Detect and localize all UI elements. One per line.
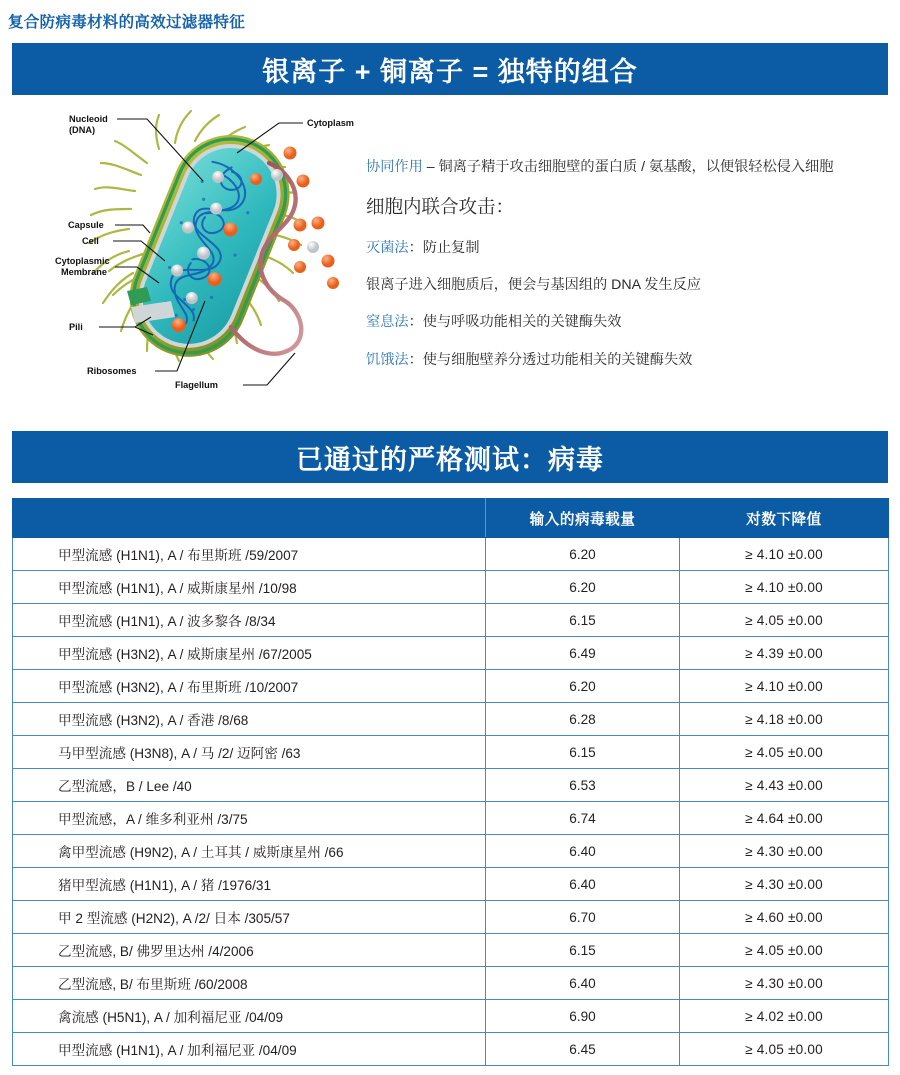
column-header-virus-name [13, 499, 486, 538]
mechanism-description [366, 158, 886, 388]
table-header [13, 499, 889, 538]
figure-label-cytoplasmic: Cytoplasmic [55, 256, 110, 266]
figure-label-cytoplasm: Cytoplasm [307, 118, 354, 128]
cell-log-reduction: ≥ 4.10 ±0.00 [680, 538, 889, 571]
table-row [13, 868, 889, 901]
synergy-label: 协同作用 [366, 159, 423, 175]
synergy-line [366, 158, 886, 177]
figure-label-nucleoid-sub: (DNA) [69, 125, 96, 135]
cell-virus-name: 乙型流感，B / Lee /40 [13, 769, 486, 802]
cell-virus-name: 甲型流感 (H3N2), A / 香港 /8/68 [13, 703, 486, 736]
cell-virus-name: 乙型流感, B/ 布里斯班 /60/2008 [13, 967, 486, 1000]
cell-log-reduction: ≥ 4.30 ±0.00 [680, 868, 889, 901]
mechanism-4-body: ：使与细胞壁养分透过功能相关的关键酶失效 [408, 351, 693, 368]
table-row [13, 736, 889, 769]
cell-log-reduction: ≥ 4.18 ±0.00 [680, 703, 889, 736]
table-row [13, 703, 889, 736]
figure-label-pili: Pili [69, 322, 83, 332]
table-row [13, 934, 889, 967]
table-row [13, 1000, 889, 1033]
cell-input-load: 6.15 [486, 604, 680, 637]
table-row [13, 901, 889, 934]
cell-input-load: 6.40 [486, 835, 680, 868]
cell-input-load: 6.53 [486, 769, 680, 802]
mechanism-item-4 [366, 351, 886, 370]
table-row [13, 604, 889, 637]
cell-log-reduction: ≥ 4.43 ±0.00 [680, 769, 889, 802]
table-header-row [13, 499, 889, 538]
bacterium-diagram [55, 105, 365, 395]
cell-virus-name: 甲 2 型流感 (H2N2), A /2/ 日本 /305/57 [13, 901, 486, 934]
figure-label-membrane: Membrane [61, 267, 107, 277]
cell-input-load: 6.15 [486, 736, 680, 769]
mechanism-item-1 [366, 239, 886, 258]
table-row [13, 769, 889, 802]
cell-input-load: 6.74 [486, 802, 680, 835]
section-banner-virus-tests [12, 431, 888, 483]
hero-section [0, 103, 900, 413]
mechanism-item-2: 银离子进入细胞质后，便会与基因组的 DNA 发生反应 [366, 277, 701, 294]
mechanism-1-body: ：防止复制 [408, 240, 480, 257]
page-title: 复合防病毒材料的高效过滤器特征 [8, 14, 246, 31]
cell-virus-name: 甲型流感 (H3N2), A / 威斯康星州 /67/2005 [13, 637, 486, 670]
figure-label-nucleoid: Nucleoid [69, 114, 108, 124]
section-banner-silver-copper [12, 43, 888, 95]
cell-log-reduction: ≥ 4.05 ±0.00 [680, 604, 889, 637]
cell-input-load: 6.20 [486, 571, 680, 604]
table-body [13, 538, 889, 1066]
mechanism-1-label: 灭菌法 [366, 240, 409, 257]
virus-results-table [12, 498, 889, 1066]
cell-virus-name: 乙型流感, B/ 佛罗里达州 /4/2006 [13, 934, 486, 967]
table-row [13, 967, 889, 1000]
cell-input-load: 6.90 [486, 1000, 680, 1033]
cell-virus-name: 甲型流感 (H1N1), A / 布里斯班 /59/2007 [13, 538, 486, 571]
cell-virus-name: 猪甲型流感 (H1N1), A / 猪 /1976/31 [13, 868, 486, 901]
cell-log-reduction: ≥ 4.39 ±0.00 [680, 637, 889, 670]
column-header-log-reduction: 对数下降值 [680, 499, 889, 538]
table-row [13, 835, 889, 868]
cell-log-reduction: ≥ 4.10 ±0.00 [680, 670, 889, 703]
cell-input-load: 6.20 [486, 670, 680, 703]
figure-label-flagellum: Flagellum [175, 380, 218, 390]
cell-log-reduction: ≥ 4.02 ±0.00 [680, 1000, 889, 1033]
table-row [13, 637, 889, 670]
table-row [13, 538, 889, 571]
cell-input-load: 6.49 [486, 637, 680, 670]
cell-virus-name: 甲型流感，A / 维多利亚州 /3/75 [13, 802, 486, 835]
mechanism-4-label: 饥饿法 [366, 351, 409, 368]
cell-input-load: 6.40 [486, 868, 680, 901]
cell-virus-name: 甲型流感 (H1N1), A / 波多黎各 /8/34 [13, 604, 486, 637]
cell-log-reduction: ≥ 4.60 ±0.00 [680, 901, 889, 934]
mechanism-3-body: ：使与呼吸功能相关的关键酶失效 [408, 314, 622, 331]
cell-log-reduction: ≥ 4.05 ±0.00 [680, 736, 889, 769]
cell-virus-name: 甲型流感 (H1N1), A / 威斯康星州 /10/98 [13, 571, 486, 604]
column-header-input-load: 输入的病毒载量 [486, 499, 680, 538]
cell-input-load: 6.70 [486, 901, 680, 934]
cell-input-load: 6.45 [486, 1033, 680, 1066]
table-row [13, 670, 889, 703]
figure-label-capsule: Capsule [68, 220, 104, 230]
cell-input-load: 6.28 [486, 703, 680, 736]
table-row [13, 571, 889, 604]
cell-input-load: 6.20 [486, 538, 680, 571]
cell-log-reduction: ≥ 4.05 ±0.00 [680, 1033, 889, 1066]
banner-2-title: 已通过的严格测试：病毒 [296, 444, 604, 475]
cell-log-reduction: ≥ 4.64 ±0.00 [680, 802, 889, 835]
cell-virus-name: 甲型流感 (H3N2), A / 布里斯班 /10/2007 [13, 670, 486, 703]
cell-log-reduction: ≥ 4.30 ±0.00 [680, 835, 889, 868]
cell-log-reduction: ≥ 4.10 ±0.00 [680, 571, 889, 604]
intracellular-heading: 细胞内联合攻击： [366, 196, 515, 218]
cell-virus-name: 马甲型流感 (H3N8), A / 马 /2/ 迈阿密 /63 [13, 736, 486, 769]
banner-1-title: 银离子 + 铜离子 = 独特的组合 [262, 56, 638, 87]
figure-label-cell: Cell [82, 236, 99, 246]
table-row [13, 1033, 889, 1066]
cell-log-reduction: ≥ 4.05 ±0.00 [680, 934, 889, 967]
cell-virus-name: 禽流感 (H5N1), A / 加利福尼亚 /04/09 [13, 1000, 486, 1033]
cell-virus-name: 禽甲型流感 (H9N2), A / 土耳其 / 威斯康星州 /66 [13, 835, 486, 868]
cell-virus-name: 甲型流感 (H1N1), A / 加利福尼亚 /04/09 [13, 1033, 486, 1066]
cell-input-load: 6.15 [486, 934, 680, 967]
mechanism-item-3 [366, 313, 886, 332]
synergy-body: – 铜离子精于攻击细胞壁的蛋白质 / 氨基酸，以便银轻松侵入细胞 [422, 159, 834, 175]
cell-log-reduction: ≥ 4.30 ±0.00 [680, 967, 889, 1000]
mechanism-3-label: 窒息法 [366, 314, 409, 331]
cell-input-load: 6.40 [486, 967, 680, 1000]
table-row [13, 802, 889, 835]
figure-label-ribosomes: Ribosomes [87, 366, 137, 376]
